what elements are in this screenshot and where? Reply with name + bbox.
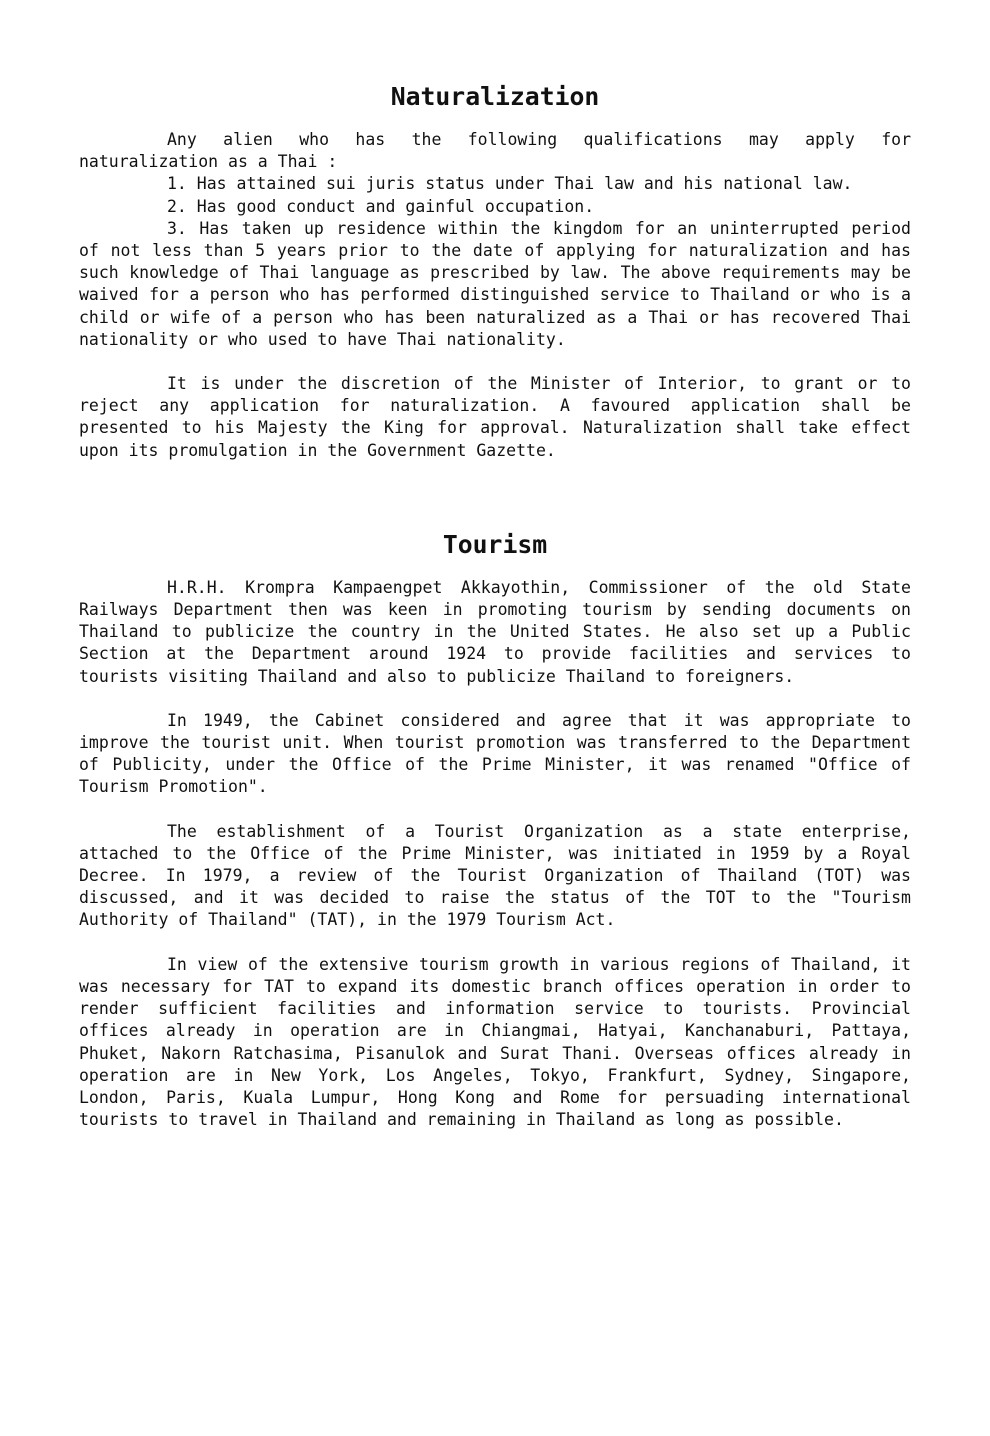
naturalization-intro: Any alien who has the following qualifications may apply for naturalization as a Thai : — [79, 130, 911, 172]
naturalization-discretion-paragraph: It is under the discretion of the Minister of Interior, to grant or to reject any application for naturalization. A favoured application shall be presented to his Majesty the King for approval. Naturalization shall take effect upon its promulgation in the Government Gazette. — [79, 374, 911, 460]
qualification-item-1: 1. Has attained sui juris status under Thai law and his national law. — [167, 174, 853, 194]
tourism-paragraph-4: In view of the extensive tourism growth in various regions of Thailand, it was necessary for TAT to expand its domestic branch offices operation in order to render sufficient facilities and information service to tourists. Provincial offices already in operation are in Chiangmai, Hatyai, Kanchanaburi, Pattaya, Phuket, Nakorn Ratchasima, Pisanulok and Surat Thani. Overseas offices already in operation are in New York, Los Angeles, Tokyo, Frankfurt, Sydney, Singapore, London, Paris, Kuala Lumpur, Hong Kong and Rome for persuading international tourists to travel in Thailand and remaining in Thailand as long as possible. — [79, 954, 911, 1130]
tourism-paragraph-1: H.R.H. Krompra Kampaengpet Akkayothin, Commissioner of the old State Railways Department then was keen in promoting tourism by sending documents on Thailand to publicize the country in the United States. He also set up a Public Section at the Department around 1924 to provide facilities and services to tourists visiting Thailand and also to publicize Thailand to foreigners. — [79, 577, 911, 686]
tourism-paragraph-2: In 1949, the Cabinet considered and agree that it was appropriate to improve the tourist unit. When tourist promotion was transferred to the Department of Publicity, under the Office of the Prime Minister, it was renamed "Office of Tourism Promotion". — [79, 710, 911, 797]
tourism-heading: Tourism — [442, 529, 548, 559]
naturalization-section — [79, 84, 911, 462]
qualification-item-2: 2. Has good conduct and gainful occupation. — [167, 196, 595, 216]
tourism-paragraph-3: The establishment of a Tourist Organization as a state enterprise, attached to the Office of the Prime Minister, was initiated in 1959 by a Royal Decree. In 1979, a review of the Tourist Organization of Thailand (TOT) was discussed, and it was decided to raise the status of the TOT to the "Tourism Authority of Thailand" (TAT), in the 1979 Tourism Act. — [79, 821, 911, 930]
naturalization-heading: Naturalization — [390, 82, 600, 111]
tourism-section — [79, 529, 911, 1131]
document-page — [79, 84, 911, 1131]
qualification-item-3: 3. Has taken up residence within the kingdom for an uninterrupted period of not less than 5 years prior to the date of applying for naturalization and has such knowledge of Thai language as prescribed by law. The above requirements may be waived for a person who has performed distinguished service to Thailand or who is a child or wife of a person who has been naturalized as a Thai or has recovered Thai nationality or who used to have Thai nationality. — [79, 218, 911, 349]
